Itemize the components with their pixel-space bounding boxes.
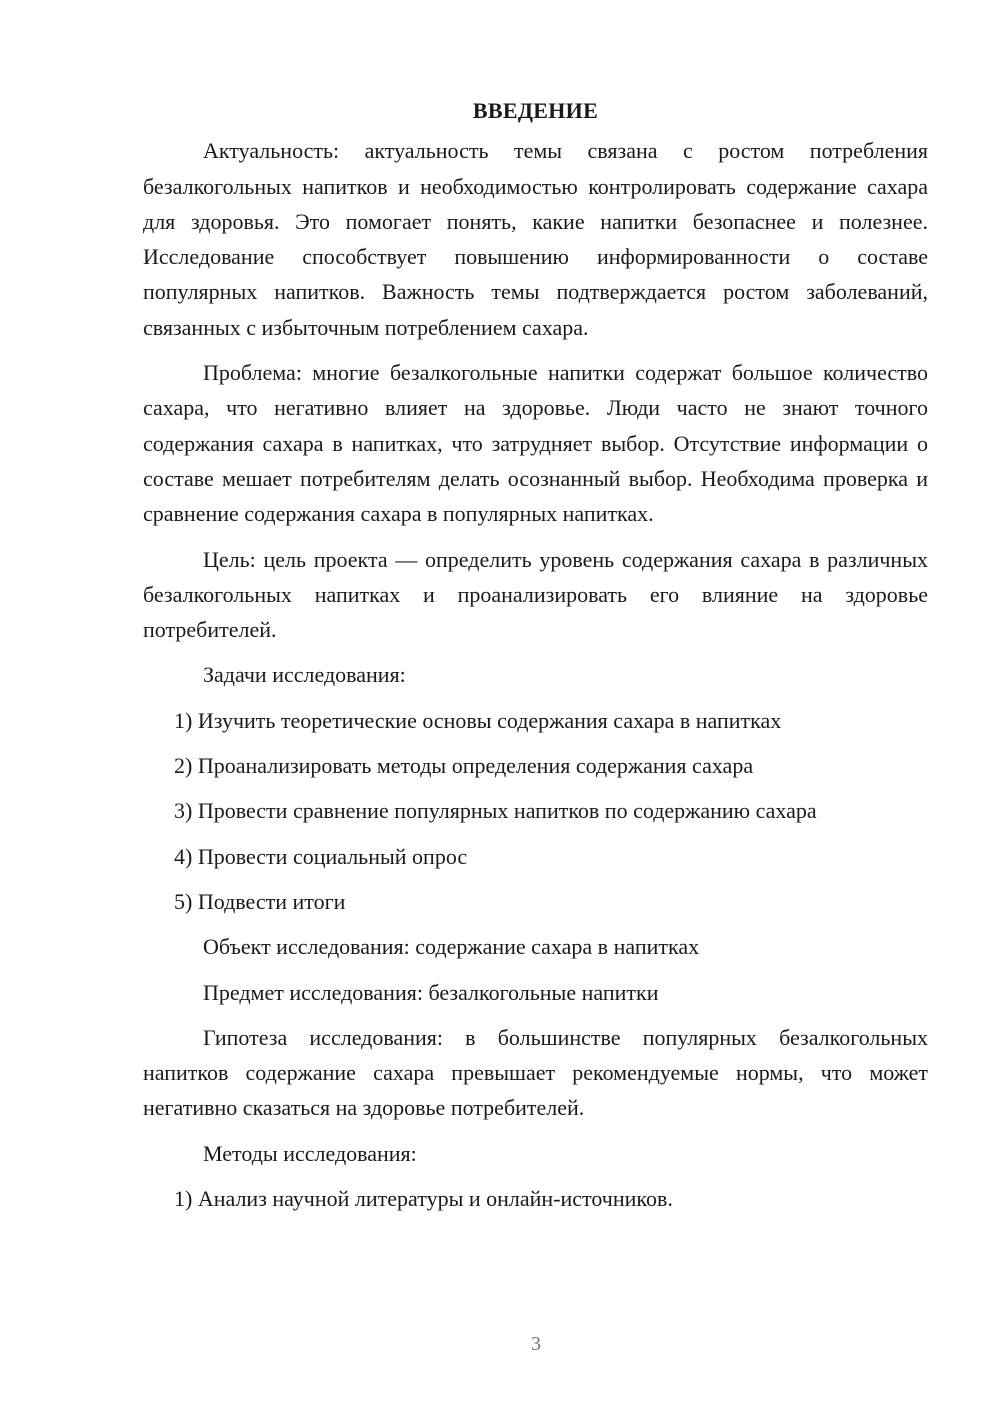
document-page xyxy=(143,93,928,1226)
tasks-heading: Задачи исследования: xyxy=(203,662,406,688)
methods-heading: Методы исследования: xyxy=(203,1140,417,1166)
problem-paragraph: Проблема: многие безалкогольные напитки содержат большое количество сахара, что негативно влияет на здоровье. Люди часто не знают точного содержания сахара в напитках, что затрудняет выбор. Отсутствие информации о составе мешает потребителям делать осознанный выбор. Необходима проверка и сравнение содержания сахара в популярных напитках. xyxy=(143,360,928,527)
task-item-2: 2) Проанализировать методы определения содержания сахара xyxy=(174,753,754,779)
goal-paragraph: Цель: цель проекта — определить уровень содержания сахара в различных безалкогольных напитках и проанализировать его влияние на здоровье потребителей. xyxy=(143,546,928,643)
task-item-3: 3) Провести сравнение популярных напитков по содержанию сахара xyxy=(174,798,817,824)
method-item-1: 1) Анализ научной литературы и онлайн-источников. xyxy=(174,1186,673,1212)
task-item-1: 1) Изучить теоретические основы содержания сахара в напитках xyxy=(174,707,782,733)
tasks-list xyxy=(143,703,928,919)
relevance-paragraph: Актуальность: актуальность темы связана с ростом потребления безалкогольных напитков и необходимостью контролировать содержание сахара для здоровья. Это помогает понять, какие напитки безопаснее и полезнее. Исследование способствует повышению информированности о составе популярных напитков. Важность темы подтверждается ростом заболеваний, связанных с избыточным потреблением сахара. xyxy=(143,138,928,340)
task-item-4: 4) Провести социальный опрос xyxy=(174,843,468,869)
methods-list xyxy=(143,1181,928,1216)
research-subject: Предмет исследования: безалкогольные напитки xyxy=(203,979,659,1005)
task-item-5: 5) Подвести итоги xyxy=(174,888,346,914)
research-object: Объект исследования: содержание сахара в напитках xyxy=(203,934,700,960)
hypothesis-paragraph: Гипотеза исследования: в большинстве популярных безалкогольных напитков содержание сахара превышает рекомендуемые нормы, что может негативно сказаться на здоровье потребителей. xyxy=(143,1024,928,1121)
section-title: ВВЕДЕНИЕ xyxy=(472,98,599,123)
page-number: 3 xyxy=(531,1333,541,1355)
